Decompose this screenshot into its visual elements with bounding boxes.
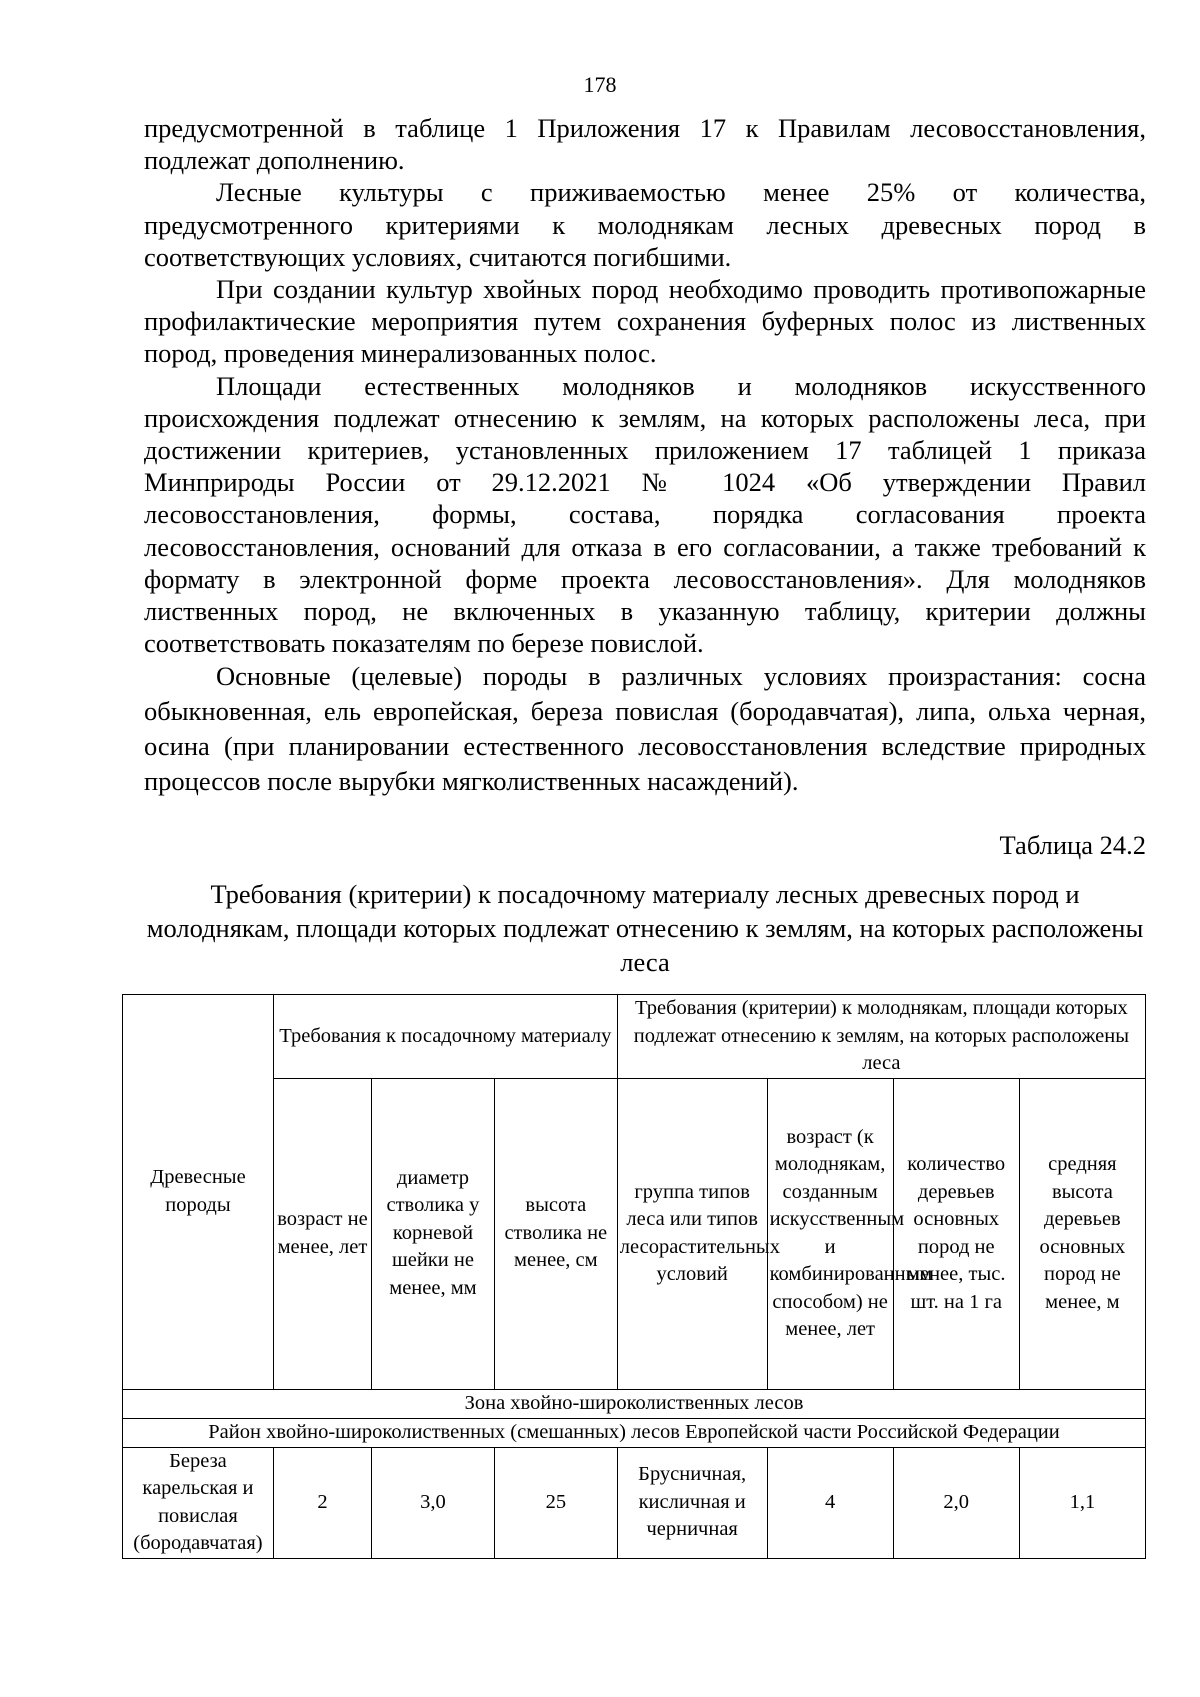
region-label: Район хвойно-широколиственных (смешанных) лесов Европейской части Российской Федерации xyxy=(123,1418,1146,1447)
paragraph-continuation: предусмотренной в таблице 1 Приложения 17 к Правилам лесовосстановления, подлежат дополнению. xyxy=(144,113,1146,176)
header-species: Древесные породы xyxy=(123,995,274,1390)
table-header-row xyxy=(123,995,1146,1079)
cell-avg-height: 1,1 xyxy=(1019,1447,1145,1558)
table-label: Таблица 24.2 xyxy=(999,830,1146,860)
paragraph-target-species: Основные (целевые) породы в различных условиях произрастания: сосна обыкновенная, ель европейская, береза повислая (бородавчатая), липа, ольха черная, осина (при планировании естественного лесовосстановления вследствие природных процессов после вырубки мягколиственных насаждений). xyxy=(144,661,1146,797)
header-diameter: диаметр стволика у корневой шейки не менее, мм xyxy=(372,1078,495,1389)
header-age: возраст не менее, лет xyxy=(273,1078,371,1389)
table-subheader-row xyxy=(123,1078,1146,1389)
cell-diameter: 3,0 xyxy=(372,1447,495,1558)
paragraph-fire-prevention: При создании культур хвойных пород необходимо проводить противопожарные профилактические мероприятия путем сохранения буферных полос из лиственных пород, проведения минерализованных полос. xyxy=(144,274,1146,369)
criteria-table xyxy=(122,994,1146,1559)
page-number: 178 xyxy=(583,72,617,97)
paragraph-young-stands: Площади естественных молодняков и молодняков искусственного происхождения подлежат отнесению к землям, на которых расположены леса, при достижении критериев, установленных приложением 17 таблицей 1 приказа Минприроды России от 29.12.2021 № 1024 «Об утверждении Правил лесовосстановления, формы, состава, порядка согласования проекта лесовосстановления, оснований для отказа в его согласовании, а также требований к формату в электронной форме проекта лесовосстановления». Для молодняков лиственных пород, не включенных в указанную таблицу, критерии должны соответствовать показателям по березе повислой. xyxy=(144,370,1146,659)
cell-young-age: 4 xyxy=(767,1447,893,1558)
table-title: Требования (критерии) к посадочному материалу лесных древесных пород и молоднякам, площади которых подлежат отнесению к землям, на которых расположены леса xyxy=(146,879,1144,977)
header-avg-height: средняя высота деревьев основных пород не менее, м xyxy=(1019,1078,1145,1389)
paragraph-survival-rate: Лесные культуры с приживаемостью менее 25% от количества, предусмотренного критериями к молоднякам лесных древесных пород в соответствующих условиях, считаются погибшими. xyxy=(144,177,1146,272)
zone-label: Зона хвойно-широколиственных лесов xyxy=(123,1389,1146,1418)
cell-tree-count: 2,0 xyxy=(893,1447,1019,1558)
header-tree-count: количество деревьев основных пород не менее, тыс. шт. на 1 га xyxy=(893,1078,1019,1389)
header-young-age: возраст (к молоднякам, созданным искусственным и комбинированным способом) не менее, лет xyxy=(767,1078,893,1389)
zone-row xyxy=(123,1389,1146,1418)
header-young-stands: Требования (критерии) к молоднякам, площади которых подлежат отнесению к землям, на которых расположены леса xyxy=(617,995,1145,1079)
header-forest-type: группа типов леса или типов лесорастительных условий xyxy=(617,1078,767,1389)
body-text xyxy=(144,112,1146,799)
cell-height: 25 xyxy=(494,1447,617,1558)
cell-species: Береза карельская и повислая (бородавчатая) xyxy=(123,1447,274,1558)
table-row xyxy=(123,1447,1146,1558)
header-planting-material: Требования к посадочному материалу xyxy=(273,995,617,1079)
region-row xyxy=(123,1418,1146,1447)
header-height: высота стволика не менее, см xyxy=(494,1078,617,1389)
cell-age: 2 xyxy=(273,1447,371,1558)
cell-forest-type: Брусничная, кисличная и черничная xyxy=(617,1447,767,1558)
